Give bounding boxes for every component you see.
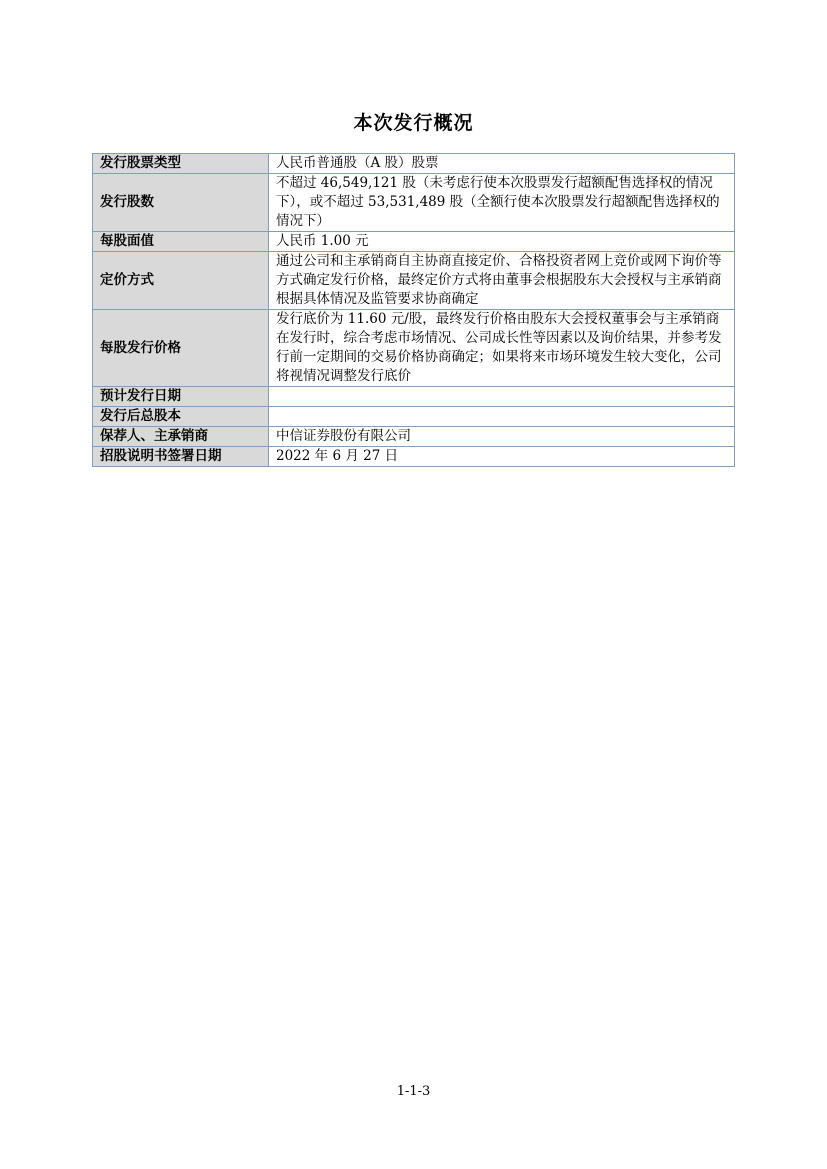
row-value bbox=[269, 407, 735, 427]
row-value: 人民币普通股（A 股）股票 bbox=[269, 154, 735, 174]
table-row bbox=[93, 232, 735, 252]
row-label: 预计发行日期 bbox=[93, 387, 269, 407]
row-label: 发行股票类型 bbox=[93, 154, 269, 174]
row-label: 每股面值 bbox=[93, 232, 269, 252]
offering-summary-table bbox=[92, 153, 735, 467]
row-label: 招股说明书签署日期 bbox=[93, 447, 269, 467]
table-row bbox=[93, 252, 735, 310]
row-label: 发行股数 bbox=[93, 174, 269, 232]
table-row bbox=[93, 447, 735, 467]
row-value: 发行底价为 11.60 元/股，最终发行价格由股东大会授权董事会与主承销商在发行时，综合考虑市场情况、公司成长性等因素以及询价结果，并参考发行前一定期间的交易价格协商确定；如果将来市场环境发生较大变化，公司将视情况调整发行底价 bbox=[269, 310, 735, 387]
row-value: 不超过 46,549,121 股（未考虑行使本次股票发行超额配售选择权的情况下），或不超过 53,531,489 股（全额行使本次股票发行超额配售选择权的情况下） bbox=[269, 174, 735, 232]
row-label: 定价方式 bbox=[93, 252, 269, 310]
table-row bbox=[93, 174, 735, 232]
row-label: 每股发行价格 bbox=[93, 310, 269, 387]
row-value: 2022 年 6 月 27 日 bbox=[269, 447, 735, 467]
table-row bbox=[93, 387, 735, 407]
row-label: 发行后总股本 bbox=[93, 407, 269, 427]
table-row bbox=[93, 310, 735, 387]
table-row bbox=[93, 154, 735, 174]
page-number: 1-1-3 bbox=[396, 1084, 431, 1099]
table-row bbox=[93, 407, 735, 427]
row-value: 通过公司和主承销商自主协商直接定价、合格投资者网上竞价或网下询价等方式确定发行价格，最终定价方式将由董事会根据股东大会授权与主承销商根据具体情况及监管要求协商确定 bbox=[269, 252, 735, 310]
table-row bbox=[93, 427, 735, 447]
row-value: 中信证券股份有限公司 bbox=[269, 427, 735, 447]
row-value bbox=[269, 387, 735, 407]
page-title: 本次发行概况 bbox=[353, 112, 474, 134]
row-value: 人民币 1.00 元 bbox=[269, 232, 735, 252]
row-label: 保荐人、主承销商 bbox=[93, 427, 269, 447]
